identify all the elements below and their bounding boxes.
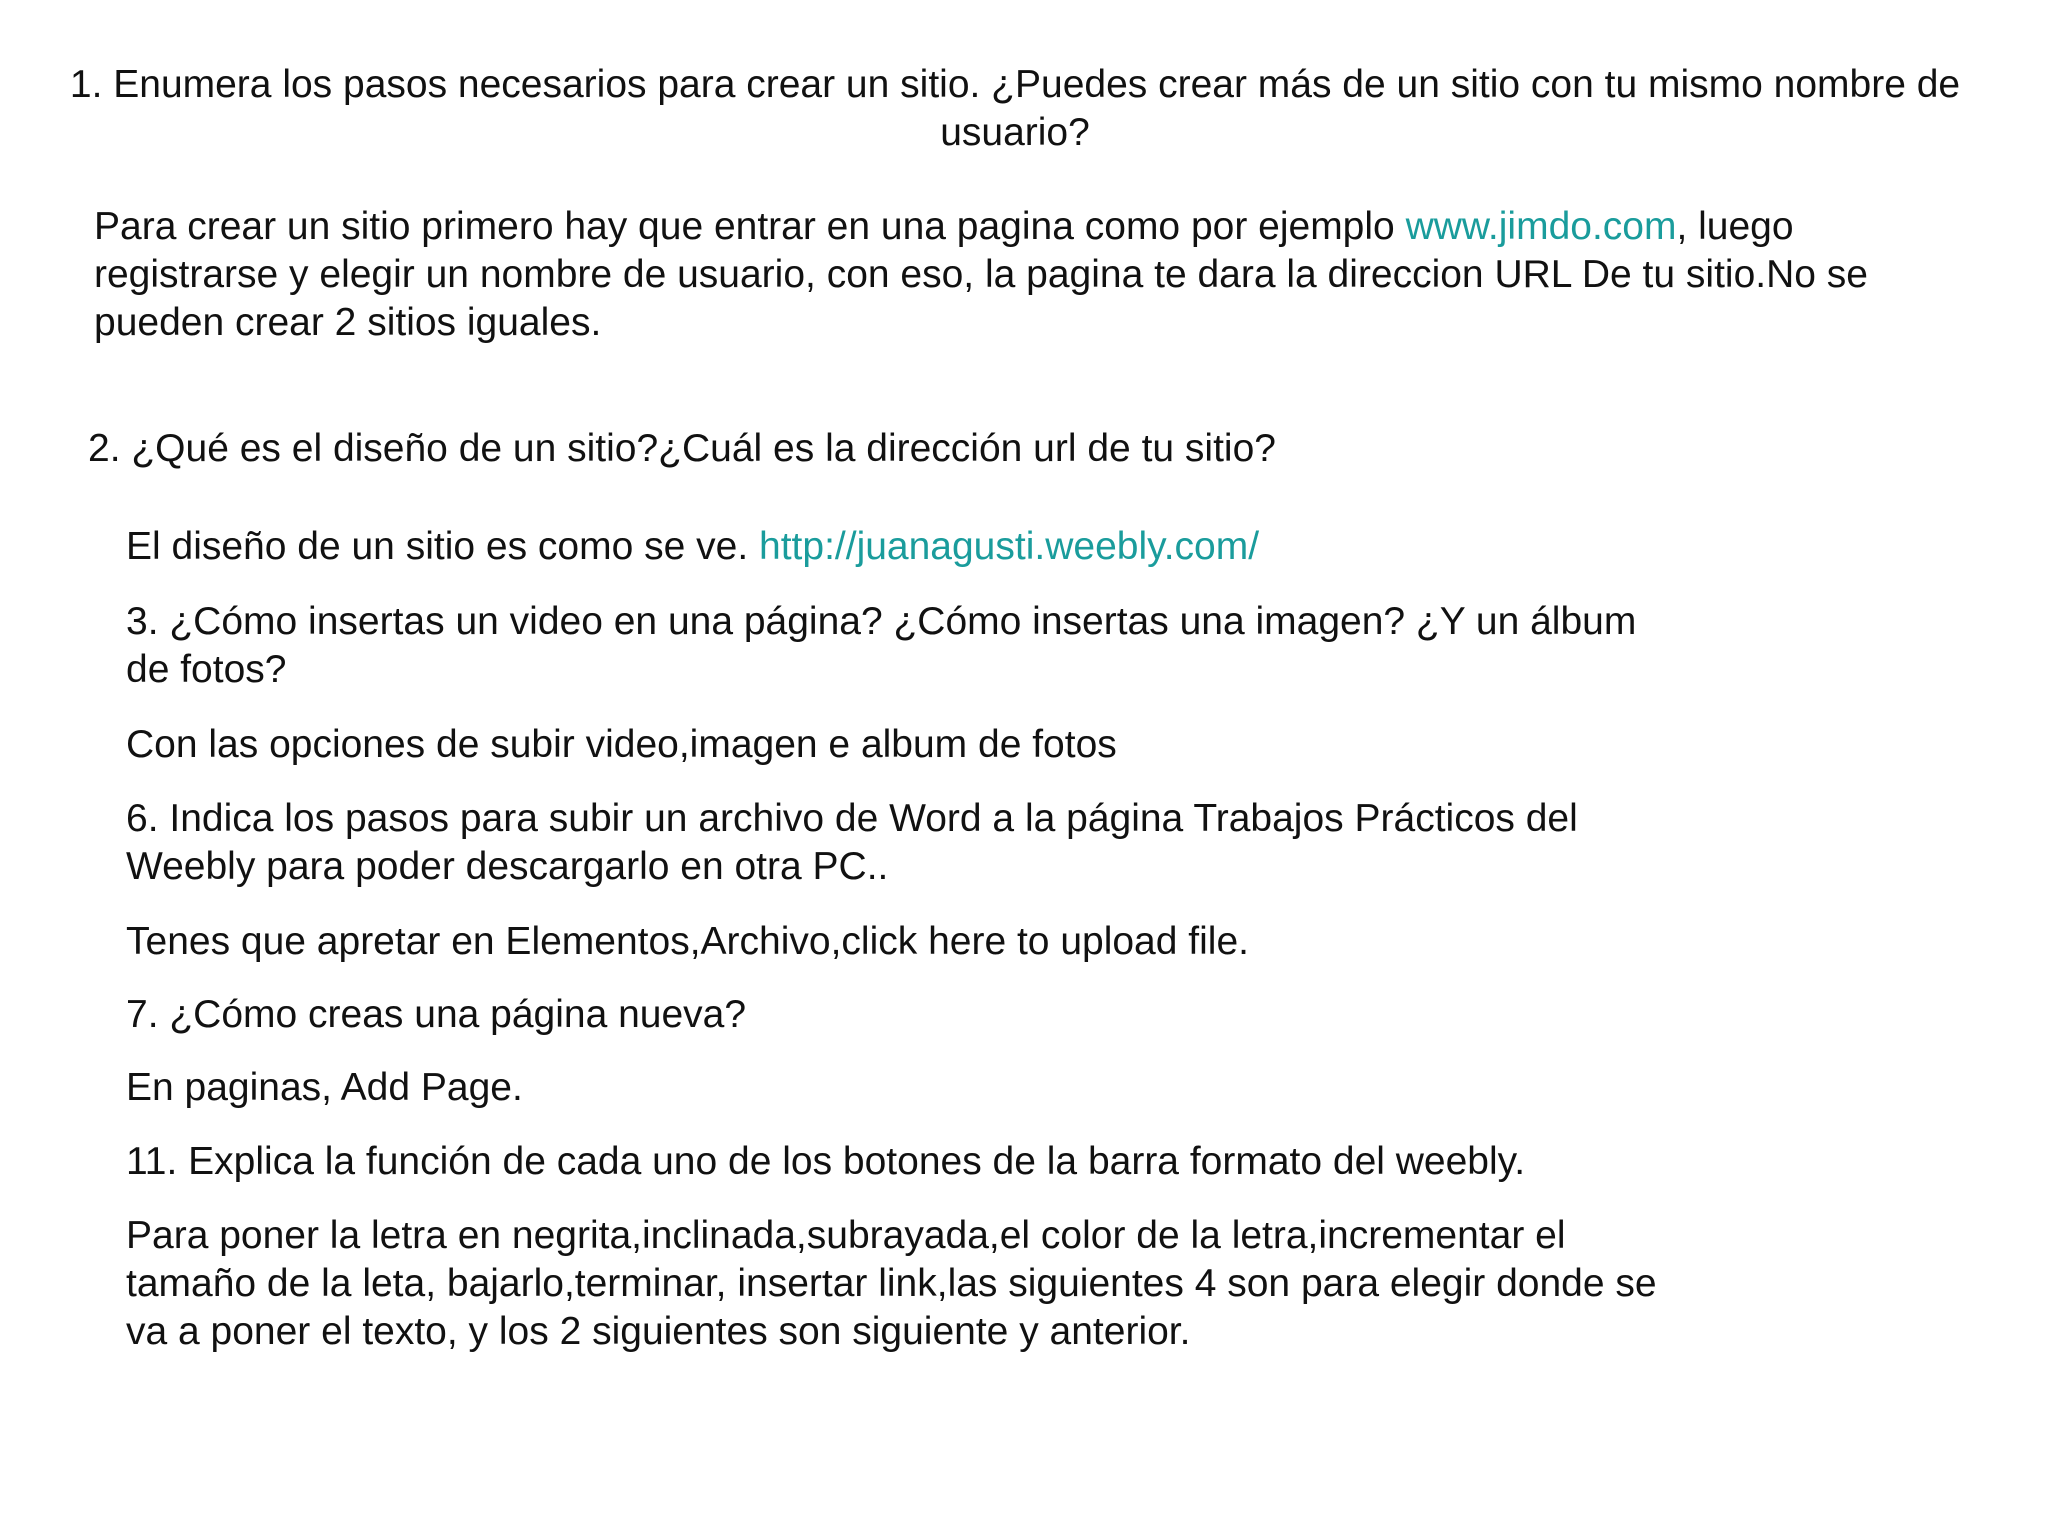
question-6 [126, 795, 1726, 891]
question-3-line-2: de fotos? [126, 648, 287, 691]
question-11 [126, 1138, 1826, 1186]
answer-1-text-post: , luego [1676, 205, 1794, 248]
question-11-text: 11. Explica la función de cada uno de los botones de la barra formato del weebly. [126, 1140, 1526, 1183]
question-7 [126, 991, 1726, 1039]
question-6-line-2: Weebly para poder descargarlo en otra PC.. [126, 845, 889, 888]
question-3-line-1: 3. ¿Cómo insertas un video en una página? ¿Cómo insertas una imagen? ¿Y un álbum [126, 600, 1637, 643]
answer-3 [126, 721, 1726, 769]
answer-1-text-pre: Para crear un sitio primero hay que entrar en una pagina como por ejemplo [94, 205, 1406, 248]
answer-2-line [126, 523, 1726, 571]
answer-1-line-2: registrarse y elegir un nombre de usuario, con eso, la pagina te dara la direccion URL De tu sitio.No se [94, 253, 1868, 296]
question-7-text: 7. ¿Cómo creas una página nueva? [126, 993, 747, 1036]
answer-1-line-3: pueden crear 2 sitios iguales. [94, 301, 602, 344]
answer-6 [126, 918, 1726, 966]
answer-11-line-3: va a poner el texto, y los 2 siguientes son siguiente y anterior. [126, 1310, 1191, 1353]
weebly-site-link[interactable]: http://juanagusti.weebly.com/ [759, 525, 1260, 568]
question-3 [126, 598, 1726, 694]
answer-11-line-2: tamaño de la leta, bajarlo,terminar, insertar link,las siguientes 4 son para elegir donde se [126, 1262, 1657, 1305]
answer-11-line-1: Para poner la letra en negrita,inclinada,subrayada,el color de la letra,incrementar el [126, 1214, 1566, 1257]
answer-2 [126, 523, 1726, 571]
answer-1 [94, 203, 1994, 347]
answer-2-text-pre: El diseño de un sitio es como se ve. [126, 525, 760, 568]
jimdo-link[interactable]: www.jimdo.com [1405, 205, 1677, 248]
question-2 [88, 425, 1588, 473]
answer-11 [126, 1212, 1826, 1356]
question-1-line-2: usuario? [940, 111, 1090, 154]
question-6-line-1: 6. Indica los pasos para subir un archivo de Word a la página Trabajos Prácticos del [126, 797, 1578, 840]
question-1-line-1: 1. Enumera los pasos necesarios para crear un sitio. ¿Puedes crear más de un sitio con tu mismo nombre de [69, 63, 1961, 106]
question-2-text: 2. ¿Qué es el diseño de un sitio?¿Cuál es la dirección url de tu sitio? [88, 427, 1276, 470]
answer-3-text: Con las opciones de subir video,imagen e album de fotos [126, 723, 1117, 766]
answer-1-line-1 [94, 203, 1994, 251]
question-1 [20, 61, 2010, 157]
answer-6-text: Tenes que apretar en Elementos,Archivo,click here to upload file. [126, 920, 1249, 963]
answer-7 [126, 1064, 1726, 1112]
answer-7-text: En paginas, Add Page. [126, 1066, 523, 1109]
